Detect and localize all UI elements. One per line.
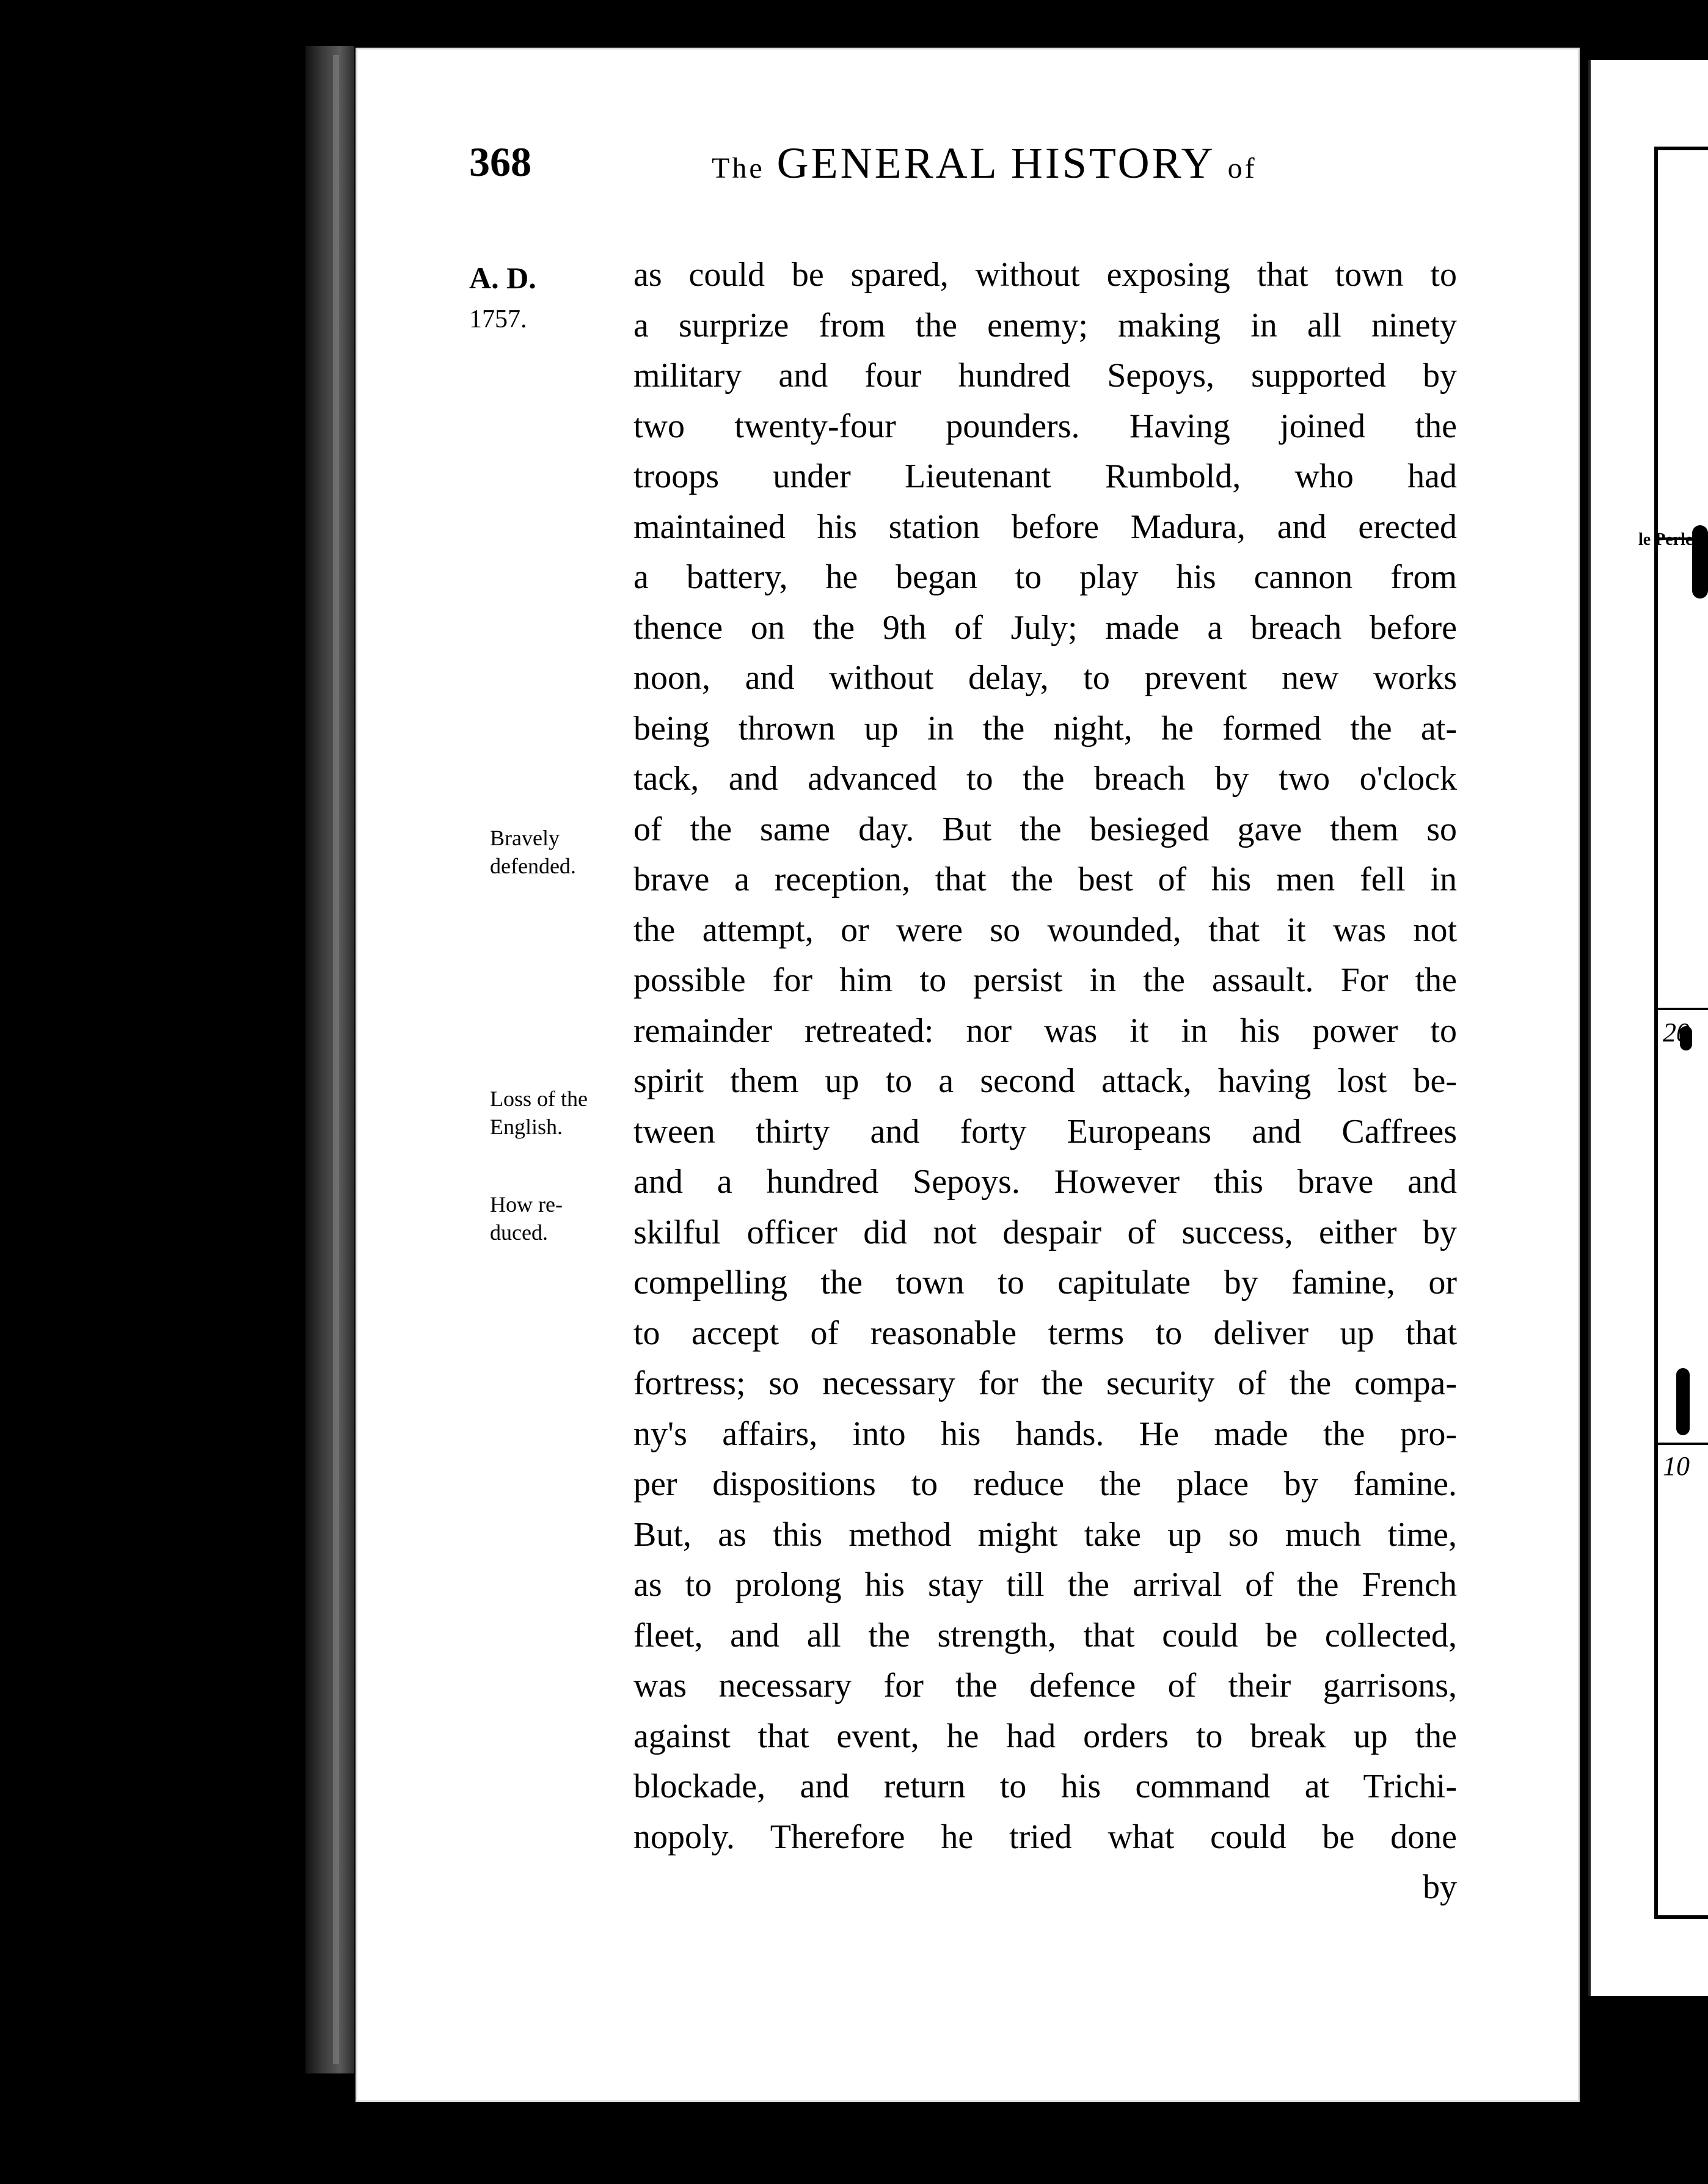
text-line: noon, and without delay, to prevent new works: [633, 659, 1457, 697]
side-note-loss-of-english: [490, 1085, 624, 1141]
map-town-label: le Perle: [1638, 530, 1693, 549]
map-scale-label-20: 20: [1663, 1017, 1690, 1047]
text-line: brave a reception, that the best of his men fell in: [633, 861, 1457, 898]
side-note-line: Loss of the: [490, 1087, 588, 1111]
text-line: fortress; so necessary for the security of the compa-: [633, 1364, 1457, 1402]
margin-year-note: [469, 257, 536, 340]
text-line: was necessary for the defence of their garrisons,: [633, 1667, 1457, 1705]
text-line: a battery, he began to play his cannon from: [633, 558, 1457, 596]
running-head-title: [712, 141, 1257, 185]
map-scale-label-10: 10: [1663, 1451, 1690, 1481]
map-grid-line: [1658, 1008, 1708, 1010]
text-line: But, as this method might take up so much time,: [633, 1515, 1457, 1554]
book-binding-edge: [305, 46, 354, 2073]
text-line: tack, and advanced to the breach by two o'clock: [633, 760, 1457, 798]
text-line: possible for him to persist in the assault. For the: [633, 961, 1457, 999]
text-line: blockade, and return to his command at Trichi-: [633, 1767, 1457, 1805]
body-text: [633, 250, 1457, 1913]
side-note-how-reduced: [490, 1190, 624, 1247]
text-line: remainder retreated: nor was it in his power to: [633, 1011, 1457, 1050]
page-number: 368: [469, 139, 531, 185]
text-line: per dispositions to reduce the place by famine.: [633, 1465, 1457, 1503]
text-line: nopoly. Therefore he tried what could be done: [633, 1818, 1457, 1856]
text-line: thence on the 9th of July; made a breach before: [633, 608, 1457, 647]
side-note-bravely-defended: [490, 824, 624, 880]
text-line: as could be spared, without exposing that town to: [633, 256, 1457, 294]
text-line: being thrown up in the night, he formed the at-: [633, 709, 1457, 748]
text-line: to accept of reasonable terms to deliver up that: [633, 1314, 1457, 1352]
text-line: of the same day. But the besieged gave them so: [633, 810, 1457, 848]
text-line: the attempt, or were so wounded, that it was not: [633, 911, 1457, 949]
side-note-line: Bravely: [490, 826, 560, 850]
map-coast-mark: [1676, 1368, 1690, 1435]
text-line: and a hundred Sepoys. However this brave and: [633, 1163, 1457, 1201]
text-line: military and four hundred Sepoys, supported by: [633, 357, 1457, 395]
book-page: [356, 48, 1580, 2102]
text-line: compelling the town to capitulate by famine, or: [633, 1264, 1457, 1301]
running-head-the: The: [712, 152, 765, 184]
catchword: by: [1423, 1868, 1457, 1906]
side-note-line: defended.: [490, 854, 576, 878]
map-coast-mark: [1692, 525, 1708, 599]
text-line: maintained his station before Madura, and erected: [633, 508, 1457, 546]
side-note-line: duced.: [490, 1220, 548, 1245]
side-note-line: How re-: [490, 1192, 563, 1217]
map-grid-line: [1658, 1443, 1708, 1445]
text-line: a surprize from the enemy; making in all ninety: [633, 306, 1457, 344]
text-line: against that event, he had orders to break up the: [633, 1717, 1457, 1755]
running-head-of: of: [1227, 152, 1257, 184]
margin-anno-domini: A. D.: [469, 261, 536, 295]
text-line: ny's affairs, into his hands. He made the pro-: [633, 1414, 1457, 1453]
text-line: two twenty-four pounders. Having joined the: [633, 407, 1457, 445]
text-line: tween thirty and forty Europeans and Caffrees: [633, 1112, 1457, 1151]
text-line: as to prolong his stay till the arrival of the French: [633, 1566, 1457, 1604]
text-line: fleet, and all the strength, that could be collected,: [633, 1616, 1457, 1654]
text-line: spirit them up to a second attack, having lost be-: [633, 1062, 1457, 1100]
text-line: troops under Lieutenant Rumbold, who had: [633, 457, 1457, 495]
page-stack-edge: [333, 55, 339, 2064]
margin-year: 1757.: [469, 305, 527, 333]
text-line: skilful officer did not despair of success, either by: [633, 1213, 1457, 1251]
running-head-main: GENERAL HISTORY: [776, 139, 1216, 187]
side-note-line: English.: [490, 1115, 563, 1139]
